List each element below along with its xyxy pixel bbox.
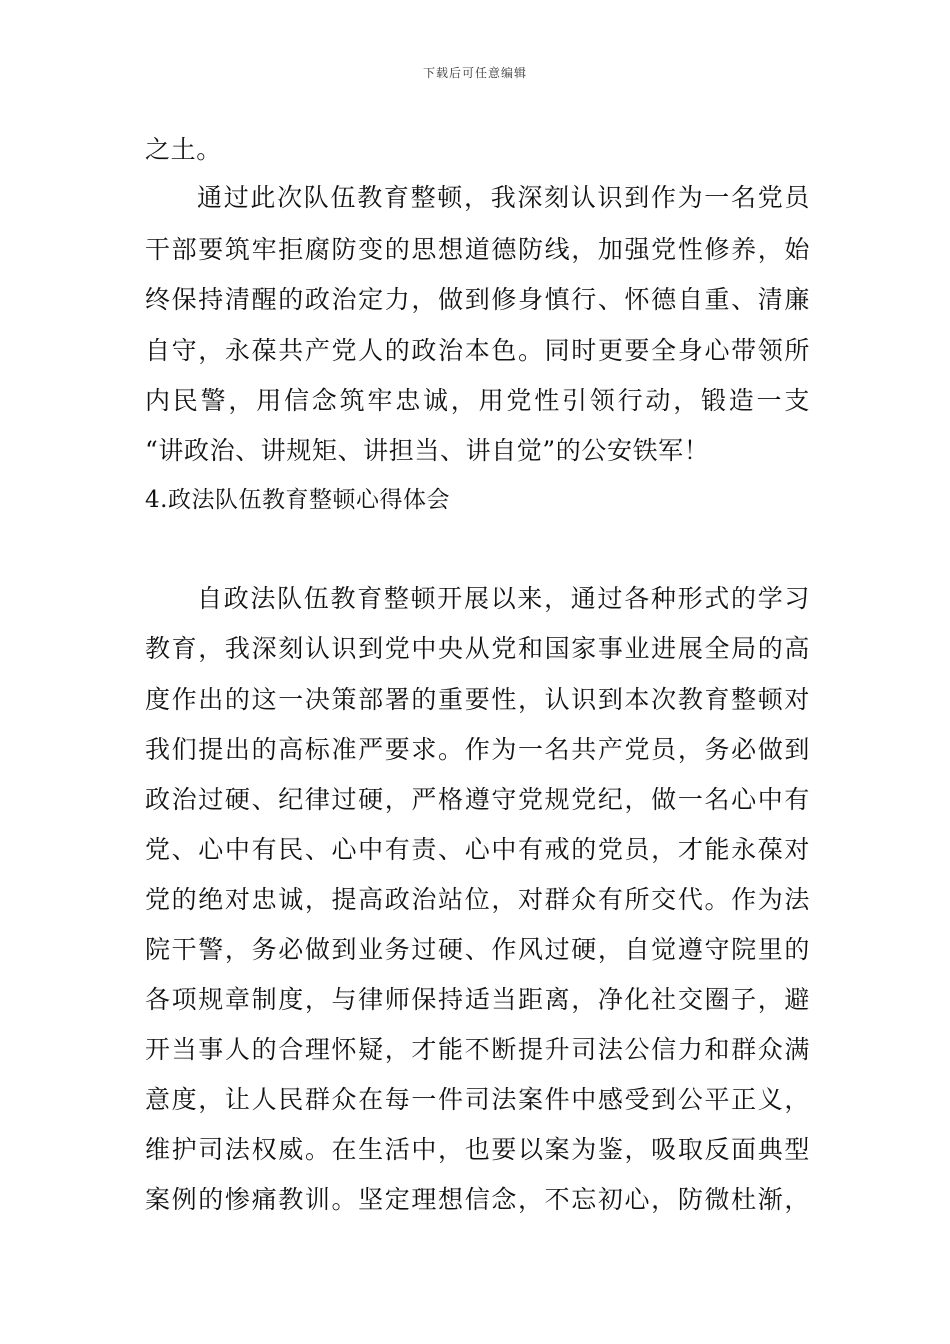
paragraph-line: “讲政治、讲规矩、讲担当、讲自觉”的公安铁军！ xyxy=(145,436,710,465)
paragraph-line: 院干警，务必做到业务过硬、作风过硬，自觉遵守院里的 xyxy=(145,935,810,964)
paragraph-line: 通过此次队伍教育整顿，我深刻认识到作为一名党员 xyxy=(197,183,810,212)
paragraph-line: 自政法队伍教育整顿开展以来，通过各种形式的学习 xyxy=(197,584,810,613)
paragraph-line: 我们提出的高标准严要求。作为一名共产党员，务必做到 xyxy=(145,735,810,764)
paragraph-line: 意度，让人民群众在每一件司法案件中感受到公平正义， xyxy=(145,1085,810,1114)
paragraph-line: 内民警，用信念筑牢忠诚，用党性引领行动，锻造一支 xyxy=(145,386,810,415)
paragraph-line: 教育，我深刻认识到党中央从党和国家事业进展全局的高 xyxy=(145,634,810,663)
paragraph-line: 维护司法权威。在生活中，也要以案为鉴，吸取反面典型 xyxy=(145,1135,810,1164)
paragraph-line: 案例的惨痛教训。坚定理想信念，不忘初心，防微杜渐， xyxy=(145,1185,810,1214)
paragraph-line: 各项规章制度，与律师保持适当距离，净化社交圈子，避 xyxy=(145,985,810,1014)
paragraph-line: 度作出的这一决策部署的重要性，认识到本次教育整顿对 xyxy=(145,685,810,714)
paragraph-line: 党的绝对忠诚，提高政治站位，对群众有所交代。作为法 xyxy=(145,885,810,914)
paragraph-line: 开当事人的合理怀疑，才能不断提升司法公信力和群众满 xyxy=(145,1035,810,1064)
paragraph-line: 干部要筑牢拒腐防变的思想道德防线，加强党性修养，始 xyxy=(145,235,810,264)
page-header: 下载后可任意编辑 xyxy=(422,66,527,80)
paragraph-line: 政治过硬、纪律过硬，严格遵守党规党纪，做一名心中有 xyxy=(145,785,810,814)
paragraph-line: 之土。 xyxy=(145,135,222,164)
paragraph-line: 终保持清醒的政治定力，做到修身慎行、怀德自重、清廉 xyxy=(145,285,810,314)
section-heading: 4.政法队伍教育整顿心得体会 xyxy=(145,487,450,513)
paragraph-line: 自守，永葆共产党人的政治本色。同时更要全身心带领所 xyxy=(145,336,810,365)
paragraph-line: 党、心中有民、心中有责、心中有戒的党员，才能永葆对 xyxy=(145,835,810,864)
